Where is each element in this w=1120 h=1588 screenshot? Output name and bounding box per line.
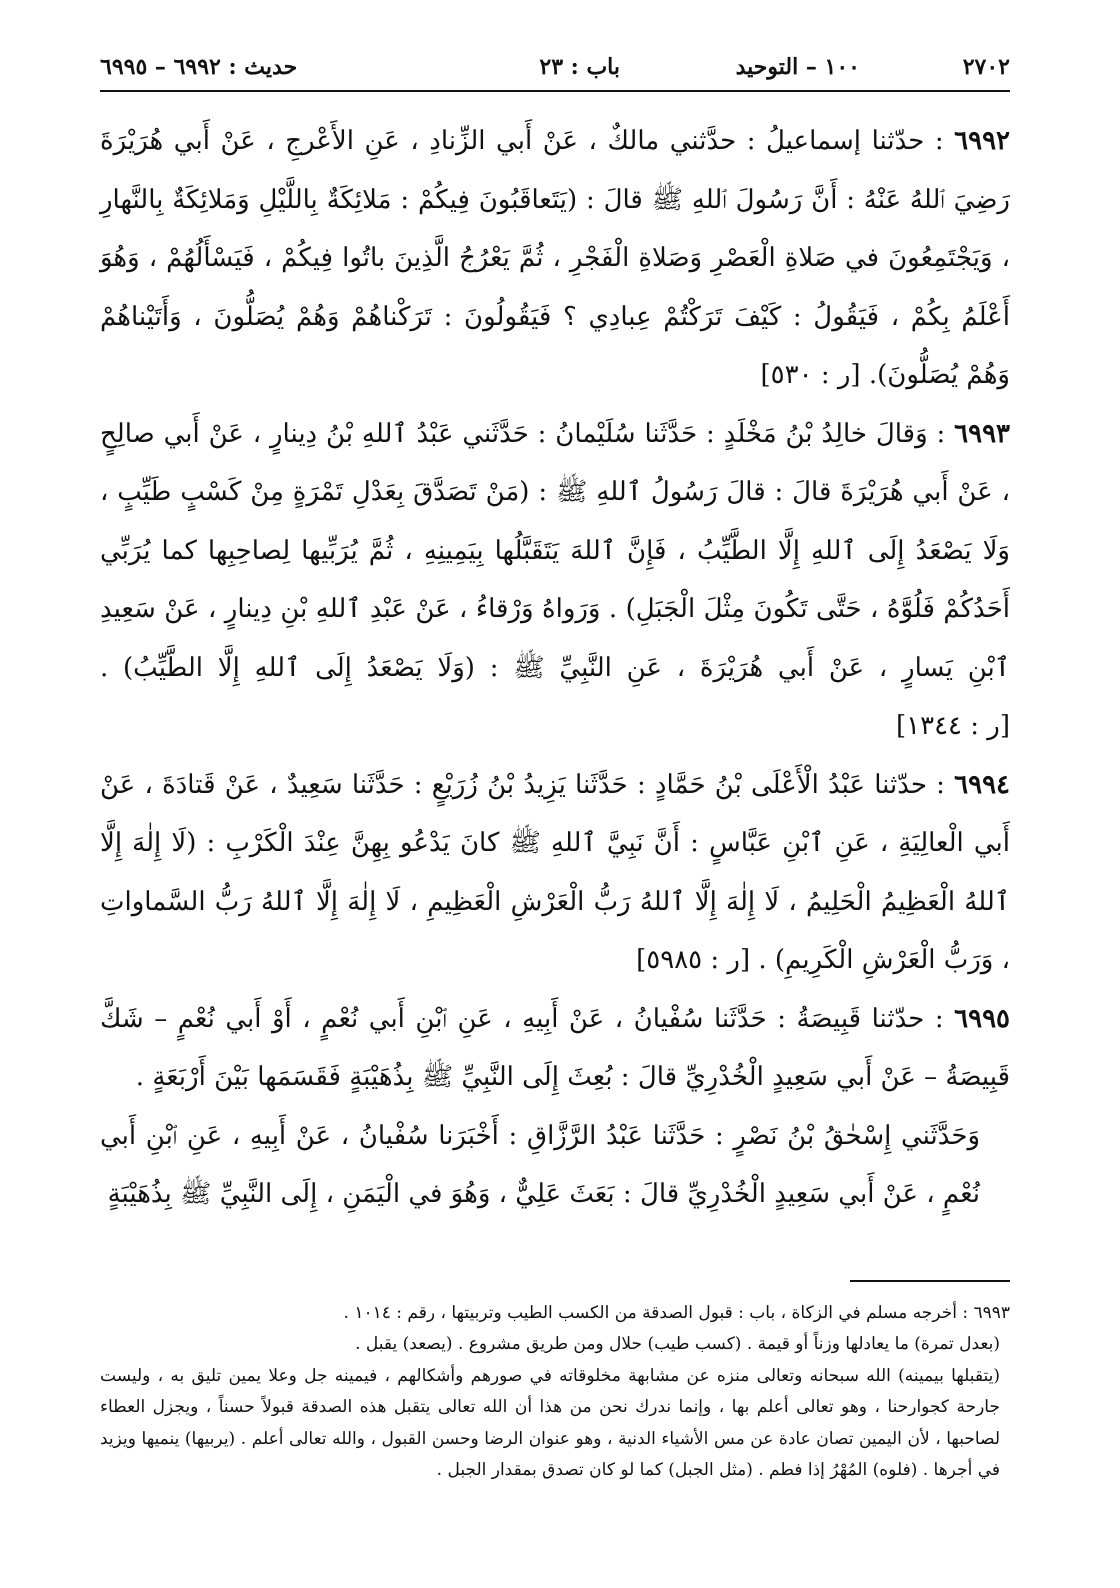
hadith-text: : حدّثنا قَبِيصَةُ : حَدَّثَنا سُفْيانُ ، عَنْ أَبِيهِ ، عَنِ ٱبْنِ أَبي نُعْمٍ ، أَوْ أَبي نُعْمٍ – شَكَّ قَبِيصَةُ – عَنْ أَبي سَعِيدٍ الْخُدْرِيِّ قالَ : بُعِثَ إِلَى النَّبِيِّ ﷺ بِذُهَيْبَةٍ فَقَسَمَها بَيْنَ أَرْبَعَةٍ . [100,1003,1010,1092]
footnote-gloss: (بعدل تمرة) ما يعادلها وزناً أو قيمة . (كسب طيب) حلال ومن طريق مشروع . (يصعد) يقبل . [355,1334,1000,1354]
chapter-label: باب : ٢٣ [539,54,620,80]
cross-reference: [ر : ٥٩٨٥] [636,945,751,975]
book-title: ١٠٠ – التوحيد [735,54,860,80]
page-number: ٢٧٠٢ [962,54,1010,80]
cross-reference: [ر : ٥٣٠] [760,360,861,390]
running-header [100,40,1010,92]
hadith-number: ٦٩٩٣ [954,418,1010,449]
continuation-paragraph: وَحَدَّثَني إِسْحٰقُ بْنُ نَصْرٍ : حَدَّثَنا عَبْدُ الرَّزَّاقِ : أَخْبَرَنا سُفْيانُ ، عَنْ أَبِيهِ ، عَنِ ٱبْنِ أَبي نُعْمٍ ، عَنْ أَبي سَعِيدٍ الْخُدْرِيِّ قالَ : بَعَثَ عَلِيٌّ ، وَهُوَ في الْيَمَنِ ، إِلَى النَّبِيِّ ﷺ بِذُهَيْبَةٍ [100,1120,980,1209]
main-text [100,112,1010,1224]
hadith-paragraph [100,112,1010,405]
hadith-number: ٦٩٩٥ [954,1003,1010,1034]
footnote-source: ٦٩٩٣ : أخرجه مسلم في الزكاة ، باب : قبول الصدقة من الكسب الطيب وتربيتها ، رقم : ١٠١٤ . [343,1302,1010,1323]
page [100,40,1010,1550]
hadith-text: : حدّثنا إسماعيلُ : حدَّثني مالكٌ ، عَنْ أَبي الزِّنادِ ، عَنِ الأَعْرجِ ، عَنْ أَبي هُرَيْرَةَ رَضِيَ ٱللهُ عَنْهُ : أَنَّ رَسُولَ ٱللهِ ﷺ قالَ : (يَتَعاقَبُونَ فِيكُمْ : مَلائِكَةٌ بِاللَّيْلِ وَمَلائِكَةٌ بِالنَّهارِ ، وَيَجْتَمِعُونَ في صَلاةِ الْعَصْرِ وَصَلاةِ الْفَجْرِ ، ثُمَّ يَعْرُجُ الَّذِينَ باتُوا فِيكُمْ ، فَيَسْأَلُهُمْ ، وَهُوَ أَعْلَمُ بِكُمْ ، فَيَقُولُ : كَيْفَ تَرَكْتُمْ عِبادِي ؟ فَيَقُولُونَ : تَرَكْناهُمْ وَهُمْ يُصَلُّونَ ، وَأَتَيْناهُمْ وَهُمْ يُصَلُّونَ). [100,126,1010,390]
hadith-range: حديث : ٦٩٩٢ – ٦٩٩٥ [100,54,298,80]
footnote-divider [850,1280,1010,1282]
hadith-text: : وَقالَ خالِدُ بْنُ مَخْلَدٍ : حَدَّثَنا سُلَيْمانُ : حَدَّثَني عَبْدُ ٱللهِ بْنُ دِينارٍ ، عَنْ أَبي صالِحٍ ، عَنْ أَبي هُرَيْرَةَ قالَ : قالَ رَسُولُ ٱللهِ ﷺ : (مَنْ تَصَدَّقَ بِعَدْلِ تَمْرَةٍ مِنْ كَسْبٍ طَيِّبٍ ، وَلَا يَصْعَدُ إِلَى ٱللهِ إِلَّا الطَّيِّبُ ، فَإِنَّ ٱللهَ يَتَقَبَّلُها بِيَمِينِهِ ، ثُمَّ يُرَبِّيها لِصاحِبِها كما يُرَبِّي أَحَدُكُمْ فَلُوَّهُ ، حَتَّى تَكُونَ مِثْلَ الْجَبَلِ) . وَرَواهُ وَرْقاءُ ، عَنْ عَبْدِ ٱللهِ بْنِ دِينارٍ ، عَنْ سَعِيدِ ٱبْنِ يَسارٍ ، عَنْ أَبي هُرَيْرَةَ ، عَنِ النَّبِيِّ ﷺ : (وَلَا يَصْعَدُ إِلَى ٱللهِ إِلَّا الطَّيِّبُ) . [100,418,1010,683]
hadith-paragraph [100,405,1010,756]
footnotes [100,1298,1010,1487]
hadith-paragraph [100,990,1010,1107]
footnote-gloss: (يتقبلها بيمينه) الله سبحانه وتعالى منزه عن مشابهة مخلوقاته في صورهم وأشكالهم ، فيمينه جل وعلا يمين تليق به ، وليست جارحة كجوارحنا ، وهو تعالى أعلم بها ، وإنما ندرك نحن من هذا أن الله تعالى يتقبل هذه الصدقة قبولاً حسناً ، ويجزل العطاء لصاحبها ، لأن اليمين تصان عادة عن مس الأشياء الدنية ، وهو عنوان الرضا وحسن القبول ، والله تعالى أعلم . (يربيها) ينميها ويزيد في أجرها . (فلوه) المُهْرُ إذا فطم . (مثل الجبل) كما لو كان تصدق بمقدار الجبل . [100,1365,1000,1480]
hadith-number: ٦٩٩٤ [954,769,1010,800]
hadith-paragraph [100,756,1010,990]
cross-reference: [ر : ١٣٤٤] [895,711,1010,741]
hadith-text: : حدّثنا عَبْدُ الْأَعْلَى بْنُ حَمَّادٍ : حَدَّثَنا يَزِيدُ بْنُ زُرَيْعٍ : حَدَّثَنا سَعِيدٌ ، عَنْ قَتادَةَ ، عَنْ أَبي الْعالِيَةِ ، عَنِ ٱبْنِ عَبَّاسٍ : أَنَّ نَبِيَّ ٱللهِ ﷺ كانَ يَدْعُو بِهِنَّ عِنْدَ الْكَرْبِ : (لَا إِلٰهَ إِلَّا ٱللهُ الْعَظِيمُ الْحَلِيمُ ، لَا إِلٰهَ إِلَّا ٱللهُ رَبُّ الْعَرْشِ الْعَظِيمِ ، لَا إِلٰهَ إِلَّا ٱللهُ رَبُّ السَّماواتِ ، وَرَبُّ الْعَرْشِ الْكَرِيمِ) . [100,769,1010,975]
hadith-number: ٦٩٩٢ [954,126,1010,156]
